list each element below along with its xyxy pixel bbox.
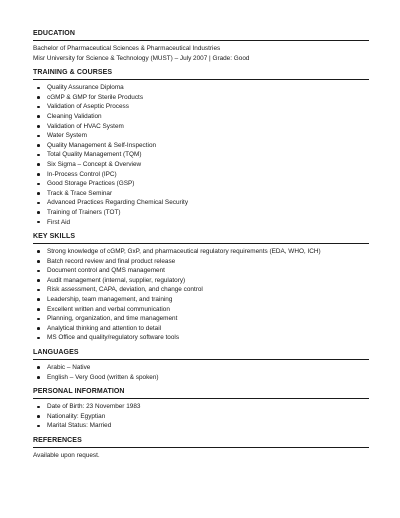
personal-section [33, 387, 369, 431]
list-item: English – Very Good (written & spoken) [35, 373, 369, 383]
list-item: First Aid [35, 218, 369, 228]
list-item: Excellent written and verbal communication [35, 305, 369, 315]
list-item: Planning, organization, and time management [35, 314, 369, 324]
languages-heading: LANGUAGES [33, 348, 369, 360]
training-section [33, 68, 369, 227]
education-heading: EDUCATION [33, 29, 369, 41]
education-degree: Bachelor of Pharmaceutical Sciences & Pharmaceutical Industries [33, 45, 221, 52]
list-item: Marital Status: Married [35, 421, 369, 431]
personal-heading: PERSONAL INFORMATION [33, 387, 369, 399]
list-item: MS Office and quality/regulatory software tools [35, 333, 369, 343]
languages-section [33, 348, 369, 382]
education-university: Misr University for Science & Technology (MUST) – July 2007 | Grade: Good [33, 54, 250, 62]
list-item: Track & Trace Seminar [35, 189, 369, 199]
list-item: Total Quality Management (TQM) [35, 150, 369, 160]
list-item: Leadership, team management, and training [35, 295, 369, 305]
list-item: Batch record review and final product release [35, 257, 369, 267]
skills-section [33, 232, 369, 343]
resume-page [33, 29, 369, 466]
references-section [33, 436, 369, 461]
skills-heading: KEY SKILLS [33, 232, 369, 244]
list-item: Quality Assurance Diploma [35, 83, 369, 93]
list-item: Quality Management & Self-Inspection [35, 141, 369, 151]
references-text: Available upon request. [33, 452, 100, 459]
list-item: cGMP & GMP for Sterile Products [35, 93, 369, 103]
training-list [33, 83, 369, 227]
education-section [33, 29, 369, 63]
list-item: Validation of HVAC System [35, 122, 369, 132]
list-item: Arabic – Native [35, 363, 369, 373]
training-heading: TRAINING & COURSES [33, 68, 369, 80]
list-item: Water System [35, 131, 369, 141]
list-item: Risk assessment, CAPA, deviation, and change control [35, 285, 369, 295]
list-item: Six Sigma – Concept & Overview [35, 160, 369, 170]
references-heading: REFERENCES [33, 436, 369, 448]
list-item: Training of Trainers (TOT) [35, 208, 369, 218]
list-item: In-Process Control (IPC) [35, 170, 369, 180]
list-item: Analytical thinking and attention to detail [35, 324, 369, 334]
languages-list [33, 363, 369, 382]
list-item: Good Storage Practices (GSP) [35, 179, 369, 189]
list-item: Nationality: Egyptian [35, 412, 369, 422]
list-item: Advanced Practices Regarding Chemical Security [35, 198, 369, 208]
list-item: Audit management (internal, supplier, regulatory) [35, 276, 369, 286]
personal-list [33, 402, 369, 431]
skills-list [33, 247, 369, 343]
list-item: Validation of Aseptic Process [35, 102, 369, 112]
list-item: Date of Birth: 23 November 1983 [35, 402, 369, 412]
list-item: Document control and QMS management [35, 266, 369, 276]
list-item: Cleaning Validation [35, 112, 369, 122]
list-item: Strong knowledge of cGMP, GxP, and pharmaceutical regulatory requirements (EDA, WHO, ICH) [35, 247, 369, 257]
